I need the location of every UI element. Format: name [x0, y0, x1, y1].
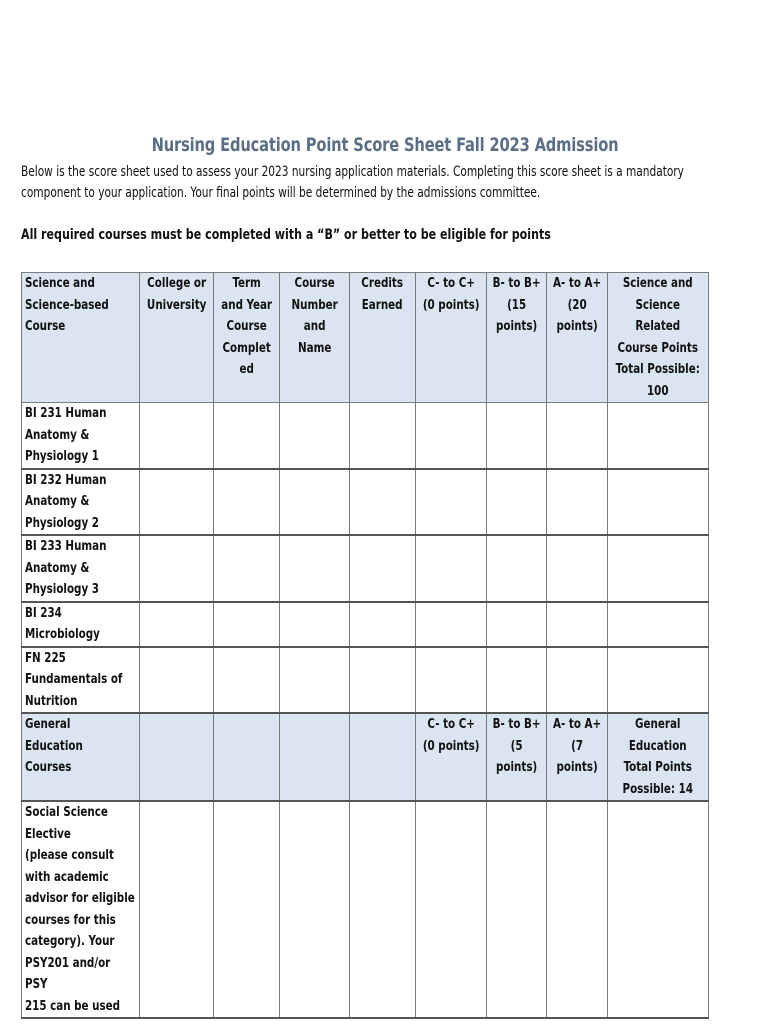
- entry-cell[interactable]: [415, 469, 486, 536]
- entry-cell[interactable]: [486, 469, 546, 536]
- course-text: Anatomy &: [25, 559, 90, 576]
- intro-line: component to your application. Your final points will be determined by the admissions committee.: [21, 185, 541, 201]
- header-text: Science-based: [25, 296, 109, 313]
- course-text: Social Science: [25, 804, 108, 820]
- header-text: (0 points): [422, 737, 480, 754]
- course-cell: [22, 403, 140, 469]
- header-text: Education: [629, 737, 688, 754]
- header-text: Total Possible:: [616, 361, 701, 377]
- header-text: Possible: 14: [622, 780, 694, 797]
- course-text: BI 234: [25, 604, 62, 621]
- general-header-row: [22, 713, 709, 801]
- course-text: BI 233 Human: [25, 538, 107, 554]
- header-text: Course: [294, 275, 335, 291]
- entry-cell[interactable]: [213, 647, 279, 714]
- entry-cell[interactable]: [280, 403, 350, 469]
- entry-cell[interactable]: [415, 647, 486, 714]
- table-row: [22, 602, 709, 647]
- entry-cell[interactable]: [547, 535, 608, 602]
- course-cell: [22, 801, 140, 1018]
- entry-cell[interactable]: [415, 535, 486, 602]
- header-text: (5: [510, 737, 523, 754]
- entry-cell[interactable]: [213, 602, 279, 647]
- header-text: General: [25, 716, 71, 732]
- header-total: [608, 713, 709, 801]
- header-text: Science: [635, 296, 681, 313]
- header-text: (15: [507, 296, 527, 313]
- course-text: Physiology 3: [25, 581, 99, 597]
- header-text: points): [496, 318, 538, 334]
- header-b-grade: [486, 713, 546, 801]
- course-text: (please consult: [25, 847, 114, 863]
- header-text: and Year: [221, 296, 272, 313]
- entry-cell[interactable]: [415, 403, 486, 469]
- header-a-grade: [547, 273, 608, 403]
- course-text: Physiology 2: [25, 514, 99, 531]
- header-text: (0 points): [422, 296, 480, 313]
- header-text: C- to C+: [427, 275, 475, 291]
- entry-cell[interactable]: [280, 535, 350, 602]
- header-text: B- to B+: [492, 275, 541, 291]
- course-text: courses for this: [25, 911, 116, 928]
- entry-cell[interactable]: [280, 801, 350, 1018]
- header-course: [22, 713, 140, 801]
- entry-cell[interactable]: [350, 469, 415, 536]
- entry-cell[interactable]: [415, 801, 486, 1018]
- entry-cell[interactable]: [350, 801, 415, 1018]
- course-text: Elective: [25, 825, 71, 842]
- header-text: Earned: [362, 296, 403, 313]
- entry-cell[interactable]: [350, 403, 415, 469]
- header-text: Complet: [222, 339, 271, 356]
- header-text: Number: [291, 296, 338, 313]
- header-empty: [213, 713, 279, 801]
- entry-cell[interactable]: [213, 403, 279, 469]
- course-text: Fundamentals of: [25, 671, 123, 687]
- science-header-row: [22, 273, 709, 403]
- header-text: Course: [25, 318, 66, 334]
- header-term: [213, 273, 279, 403]
- intro-paragraph: [21, 162, 684, 204]
- table-row: [22, 801, 709, 1018]
- entry-cell[interactable]: [280, 602, 350, 647]
- header-text: B- to B+: [492, 716, 541, 732]
- header-text: College or: [146, 275, 206, 291]
- entry-cell[interactable]: [608, 535, 709, 602]
- entry-cell[interactable]: [350, 647, 415, 714]
- course-cell: [22, 535, 140, 602]
- entry-cell[interactable]: [139, 403, 213, 469]
- header-text: Related: [635, 318, 681, 334]
- entry-cell[interactable]: [139, 535, 213, 602]
- score-sheet-table: [21, 272, 709, 1019]
- course-text: BI 232 Human: [25, 471, 107, 488]
- header-credits: [350, 273, 415, 403]
- entry-cell[interactable]: [547, 647, 608, 714]
- header-college: [139, 273, 213, 403]
- requirement-note: All required courses must be completed with a “B” or better to be eligible for points: [21, 227, 551, 243]
- header-text: University: [146, 296, 206, 313]
- entry-cell[interactable]: [486, 801, 546, 1018]
- entry-cell[interactable]: [608, 602, 709, 647]
- entry-cell[interactable]: [213, 469, 279, 536]
- entry-cell[interactable]: [139, 469, 213, 536]
- header-empty: [280, 713, 350, 801]
- header-text: (7: [571, 737, 584, 754]
- header-text: Course Points: [617, 339, 699, 356]
- header-course: [22, 273, 140, 403]
- entry-cell[interactable]: [139, 647, 213, 714]
- table-row: [22, 469, 709, 536]
- table-row: [22, 535, 709, 602]
- table-row: [22, 403, 709, 469]
- entry-cell[interactable]: [415, 602, 486, 647]
- course-text: 215 can be used: [25, 997, 121, 1014]
- course-text: category). Your: [25, 933, 115, 949]
- header-c-grade: [415, 713, 486, 801]
- header-c-grade: [415, 273, 486, 403]
- entry-cell[interactable]: [486, 647, 546, 714]
- course-text: advisor for eligible: [25, 890, 135, 906]
- header-number: [280, 273, 350, 403]
- entry-cell[interactable]: [139, 602, 213, 647]
- header-text: Total Points: [624, 759, 693, 775]
- entry-cell[interactable]: [486, 602, 546, 647]
- header-text: Courses: [25, 759, 72, 775]
- header-text: A- to A+: [553, 716, 602, 732]
- course-text: BI 231 Human: [25, 405, 107, 421]
- entry-cell[interactable]: [280, 647, 350, 714]
- header-text: and: [303, 318, 326, 334]
- header-b-grade: [486, 273, 546, 403]
- table-row: [22, 647, 709, 714]
- header-a-grade: [547, 713, 608, 801]
- entry-cell[interactable]: [547, 469, 608, 536]
- header-text: General: [635, 716, 681, 732]
- course-text: Anatomy &: [25, 493, 90, 509]
- entry-cell[interactable]: [213, 535, 279, 602]
- entry-cell[interactable]: [608, 647, 709, 714]
- entry-cell[interactable]: [350, 602, 415, 647]
- header-text: Science and: [623, 275, 694, 291]
- course-cell: [22, 647, 140, 714]
- course-text: Microbiology: [25, 626, 100, 642]
- header-total: [608, 273, 709, 403]
- header-text: Course: [226, 318, 267, 334]
- entry-cell[interactable]: [139, 801, 213, 1018]
- header-text: points): [556, 759, 598, 775]
- header-text: Credits: [361, 275, 404, 291]
- header-text: Name: [298, 339, 332, 356]
- header-text: A- to A+: [553, 275, 602, 291]
- header-text: ed: [239, 361, 254, 377]
- header-text: C- to C+: [427, 716, 475, 732]
- entry-cell[interactable]: [350, 535, 415, 602]
- header-text: Education: [25, 737, 83, 754]
- header-text: Term: [232, 275, 261, 291]
- course-text: Anatomy &: [25, 426, 90, 443]
- entry-cell[interactable]: [486, 403, 546, 469]
- entry-cell[interactable]: [547, 602, 608, 647]
- intro-line: Below is the score sheet used to assess your 2023 nursing application materials. Completing this score sheet is a mandatory: [21, 164, 684, 180]
- header-empty: [350, 713, 415, 801]
- entry-cell[interactable]: [547, 403, 608, 469]
- course-text: PSY201 and/or PSY: [25, 954, 111, 992]
- page-title: Nursing Education Point Score Sheet Fall 2023 Admission: [151, 134, 619, 156]
- course-cell: [22, 469, 140, 536]
- header-text: (20: [567, 296, 587, 313]
- entry-cell[interactable]: [213, 801, 279, 1018]
- entry-cell[interactable]: [547, 801, 608, 1018]
- course-text: FN 225: [25, 649, 66, 666]
- course-cell: [22, 602, 140, 647]
- entry-cell[interactable]: [486, 535, 546, 602]
- header-text: Science and: [25, 275, 95, 291]
- course-text: Nutrition: [25, 692, 78, 709]
- entry-cell[interactable]: [280, 469, 350, 536]
- course-text: with academic: [25, 868, 109, 885]
- course-text: Physiology 1: [25, 448, 99, 464]
- entry-cell[interactable]: [608, 801, 709, 1018]
- header-empty: [139, 713, 213, 801]
- header-text: 100: [647, 382, 670, 399]
- entry-cell[interactable]: [608, 469, 709, 536]
- header-text: points): [556, 318, 598, 334]
- header-text: points): [496, 759, 538, 775]
- entry-cell[interactable]: [608, 403, 709, 469]
